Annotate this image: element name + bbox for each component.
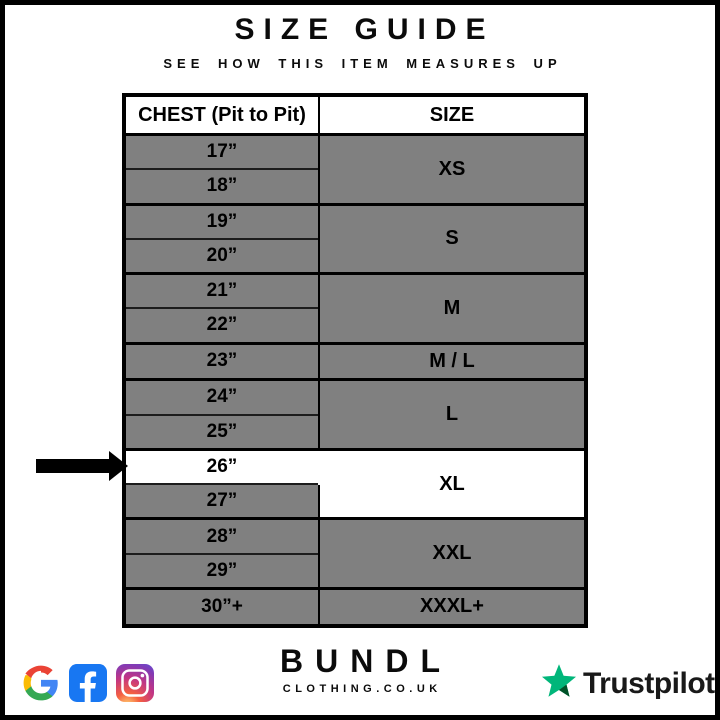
trustpilot-star-icon: [541, 664, 577, 703]
trustpilot-wordmark: Trustpilot: [583, 666, 715, 700]
table-row-highlighted: [124, 449, 586, 484]
chest-cell: 19”: [124, 204, 319, 239]
trustpilot-logo: [541, 664, 715, 703]
chest-cell: 24”: [124, 380, 319, 415]
size-cell: S: [319, 204, 586, 274]
table-row: [124, 343, 586, 380]
chest-cell: 28”: [124, 519, 319, 554]
brand-name: BUNDL: [280, 643, 452, 679]
size-cell: XXL: [319, 519, 586, 589]
size-cell: XXXL+: [319, 588, 586, 626]
arrow-head: [109, 451, 128, 481]
size-cell: XS: [319, 135, 586, 205]
chest-cell: 21”: [124, 274, 319, 309]
chest-cell: 20”: [124, 239, 319, 274]
table-row: [124, 588, 586, 626]
chest-cell: 30”+: [124, 588, 319, 626]
chest-cell: 27”: [124, 484, 319, 519]
size-cell: M / L: [319, 343, 586, 380]
chest-cell: 18”: [124, 169, 319, 204]
size-cell-highlighted: XL: [319, 449, 586, 519]
size-cell: M: [319, 274, 586, 344]
table-row: [124, 380, 586, 415]
table-row: [124, 204, 586, 239]
chest-cell: 25”: [124, 415, 319, 450]
chest-cell-highlighted: 26”: [124, 449, 319, 484]
table-row: [124, 519, 586, 554]
row-indicator-arrow: [36, 451, 128, 481]
chest-cell: 29”: [124, 554, 319, 589]
table-row: [124, 274, 586, 309]
table-row: [124, 135, 586, 170]
size-column-header: SIZE: [319, 95, 586, 135]
chest-cell: 17”: [124, 135, 319, 170]
page-title: SIZE GUIDE: [234, 13, 495, 46]
chest-cell: 22”: [124, 308, 319, 343]
brand-domain: CLOTHING.CO.UK: [282, 683, 442, 695]
chest-cell: 23”: [124, 343, 319, 380]
page-subtitle: SEE HOW THIS ITEM MEASURES UP: [163, 56, 562, 71]
size-guide-table: [122, 93, 588, 628]
chest-column-header: CHEST (Pit to Pit): [124, 95, 319, 135]
table-header-row: [124, 95, 586, 135]
size-cell: L: [319, 380, 586, 450]
arrow-shaft: [36, 459, 110, 473]
